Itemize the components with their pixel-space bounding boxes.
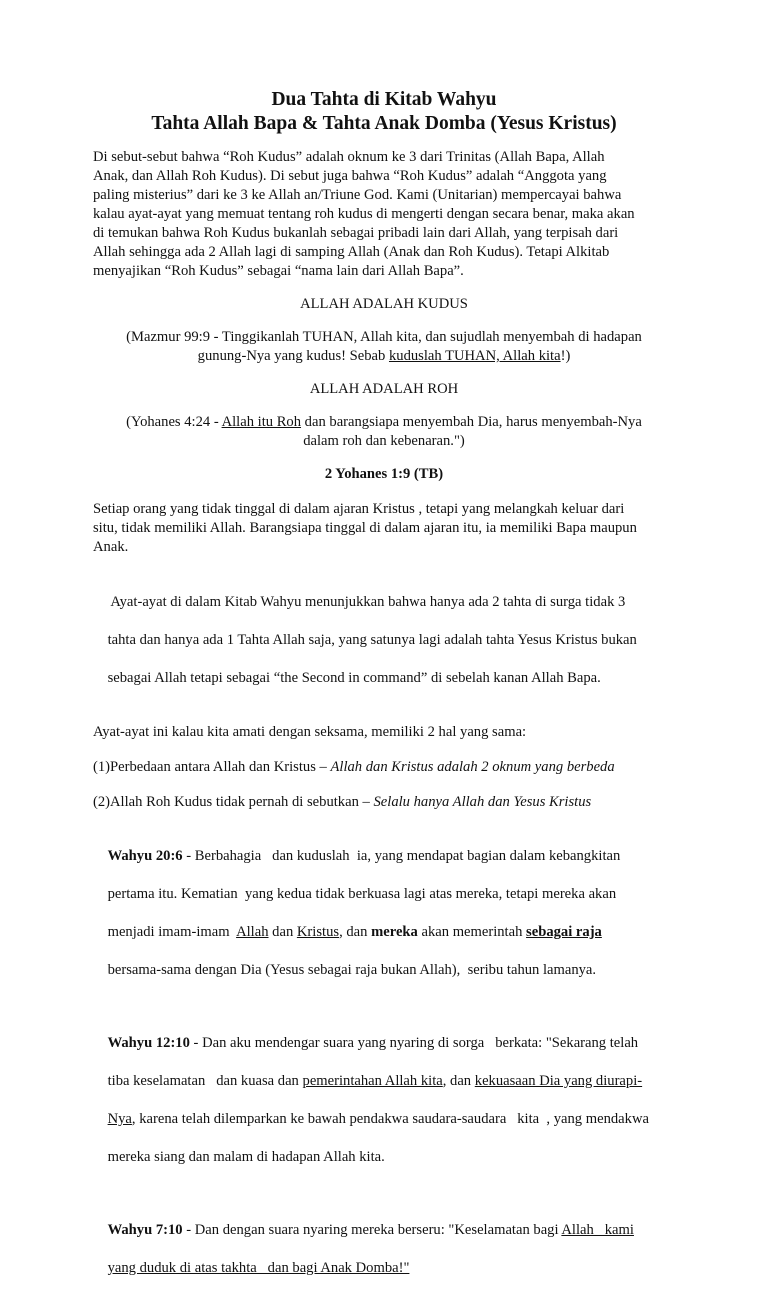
- mazmur-line-2a: gunung-Nya yang kudus! Sebab: [197, 348, 389, 364]
- verse-text: tiba keselamatan dan kuasa dan: [107, 1073, 303, 1089]
- verse-text: , dan: [339, 924, 372, 940]
- document-page: [93, 88, 675, 1297]
- point-1: [93, 758, 675, 777]
- paragraph-line: Setiap orang yang tidak tinggal di dalam ajaran Kristus , tetapi yang melangkah keluar dari: [93, 501, 625, 517]
- paragraph-line: sebagai Allah tetapi sebagai “the Second in command” di sebelah kanan Allah Bapa.: [107, 670, 601, 686]
- intro-paragraph: [93, 148, 675, 281]
- verse-reference: Wahyu 7:10: [107, 1222, 183, 1238]
- intro-line: menyajikan “Roh Kudus” sebagai “nama lain dari Allah Bapa”.: [93, 263, 464, 279]
- heading-allah-kudus: ALLAH ADALAH KUDUS: [300, 296, 468, 312]
- underlined-kristus: Kristus: [296, 924, 340, 940]
- intro-line: paling misterius” dari ke 3 ke Allah an/Triune God. Kami (Unitarian) mempercayai bahwa: [93, 187, 622, 203]
- verse-text: , karena telah dilemparkan ke bawah pendakwa saudara-saudara kita , yang mendakwa: [131, 1111, 649, 1127]
- paragraph-2-yohanes: [93, 500, 675, 557]
- mazmur-line-2b: !): [560, 348, 571, 364]
- point-1-italic: Allah dan Kristus adalah 2 oknum yang berbeda: [330, 759, 615, 775]
- bold-underlined-raja: sebagai raja: [526, 924, 602, 940]
- yohanes-underlined: Allah itu Roh: [221, 414, 302, 430]
- intro-line: kalau ayat-ayat yang memuat tentang roh kudus di mengerti dengan secara benar, maka akan: [93, 206, 635, 222]
- verse-text: - Dan dengan suara nyaring mereka berseru: "Keselamatan bagi: [182, 1222, 562, 1238]
- title-line-2: Tahta Allah Bapa & Tahta Anak Domba (Yesus Kristus): [151, 113, 617, 134]
- wahyu-7-10-paragraph: [93, 1202, 675, 1297]
- wahyu-20-6-paragraph: [93, 828, 675, 999]
- paragraph-amati: Ayat-ayat ini kalau kita amati dengan seksama, memiliki 2 hal yang sama:: [93, 724, 527, 740]
- point-2-italic: Selalu hanya Allah dan Yesus Kristus: [373, 794, 592, 810]
- paragraph-line: tahta dan hanya ada 1 Tahta Allah saja, yang satunya lagi adalah tahta Yesus Kristus bukan: [107, 632, 637, 648]
- underlined-allah: Allah: [236, 924, 269, 940]
- intro-line: di temukan bahwa Roh Kudus bukanlah sebagai pribadi lain dari Allah, yang terpisah dari: [93, 225, 619, 241]
- yohanes-line-1a: (Yohanes 4:24 -: [126, 414, 222, 430]
- paragraph-line: Anak.: [93, 539, 129, 555]
- verse-reference: Wahyu 12:10: [107, 1035, 190, 1051]
- point-1-text: (1)Perbedaan antara Allah dan Kristus –: [93, 759, 331, 775]
- wahyu-12-10-paragraph: [93, 1015, 675, 1186]
- underlined-allah-kami: Allah kami: [561, 1222, 634, 1238]
- mazmur-quote: [93, 328, 675, 366]
- underlined-nya: Nya: [107, 1111, 132, 1127]
- intro-line: Anak, dan Allah Roh Kudus). Di sebut juga bahwa “Roh Kudus” adalah “Anggota yang: [93, 168, 607, 184]
- verse-text: - Berbahagia dan kuduslah ia, yang mendapat bagian dalam kebangkitan: [182, 848, 621, 864]
- title-line-1: Dua Tahta di Kitab Wahyu: [271, 89, 497, 110]
- bold-mereka: mereka: [371, 924, 418, 940]
- verse-reference: Wahyu 20:6: [107, 848, 183, 864]
- yohanes-line-2: dalam roh dan kebenaran."): [303, 433, 465, 449]
- mazmur-underlined: kuduslah TUHAN, Allah kita: [388, 348, 561, 364]
- verse-text: , dan: [442, 1073, 475, 1089]
- verse-text: bersama-sama dengan Dia (Yesus sebagai raja bukan Allah), seribu tahun lamanya.: [107, 962, 597, 978]
- yohanes-quote: [93, 413, 675, 451]
- verse-text: akan memerintah: [417, 924, 527, 940]
- paragraph-ayat: [93, 574, 675, 707]
- verse-text: pertama itu. Kematian yang kedua tidak berkuasa lagi atas mereka, tetapi mereka akan: [107, 886, 617, 902]
- mazmur-line-1: (Mazmur 99:9 - Tinggikanlah TUHAN, Allah kita, dan sujudlah menyembah di hadapan: [126, 329, 642, 345]
- verse-text: - Dan aku mendengar suara yang nyaring di sorga berkata: "Sekarang telah: [189, 1035, 639, 1051]
- underlined-pemerintahan: pemerintahan Allah kita: [302, 1073, 443, 1089]
- heading-allah-roh: ALLAH ADALAH ROH: [309, 381, 459, 397]
- heading-2-yohanes: 2 Yohanes 1:9 (TB): [324, 466, 444, 482]
- point-2-text: (2)Allah Roh Kudus tidak pernah di sebutkan –: [93, 794, 374, 810]
- point-2: [93, 793, 675, 812]
- verse-text: mereka siang dan malam di hadapan Allah kita.: [107, 1149, 385, 1165]
- verse-text: dan: [268, 924, 297, 940]
- yohanes-line-1b: dan barangsiapa menyembah Dia, harus menyembah-Nya: [301, 414, 642, 430]
- paragraph-line: situ, tidak memiliki Allah. Barangsiapa tinggal di dalam ajaran itu, ia memiliki Bapa maupun: [93, 520, 637, 536]
- underlined-kekuasaan: kekuasaan Dia yang diurapi-: [474, 1073, 643, 1089]
- intro-line: Allah sehingga ada 2 Allah lagi di samping Allah (Anak dan Roh Kudus). Tetapi Alkitab: [93, 244, 610, 260]
- verse-text: menjadi imam-imam: [107, 924, 237, 940]
- underlined-takhta: yang duduk di atas takhta dan bagi Anak Domba!": [107, 1260, 410, 1276]
- paragraph-line: Ayat-ayat di dalam Kitab Wahyu menunjukkan bahwa hanya ada 2 tahta di surga tidak 3: [107, 594, 626, 610]
- document-title: [93, 88, 675, 136]
- intro-line: Di sebut-sebut bahwa “Roh Kudus” adalah oknum ke 3 dari Trinitas (Allah Bapa, Allah: [93, 149, 605, 165]
